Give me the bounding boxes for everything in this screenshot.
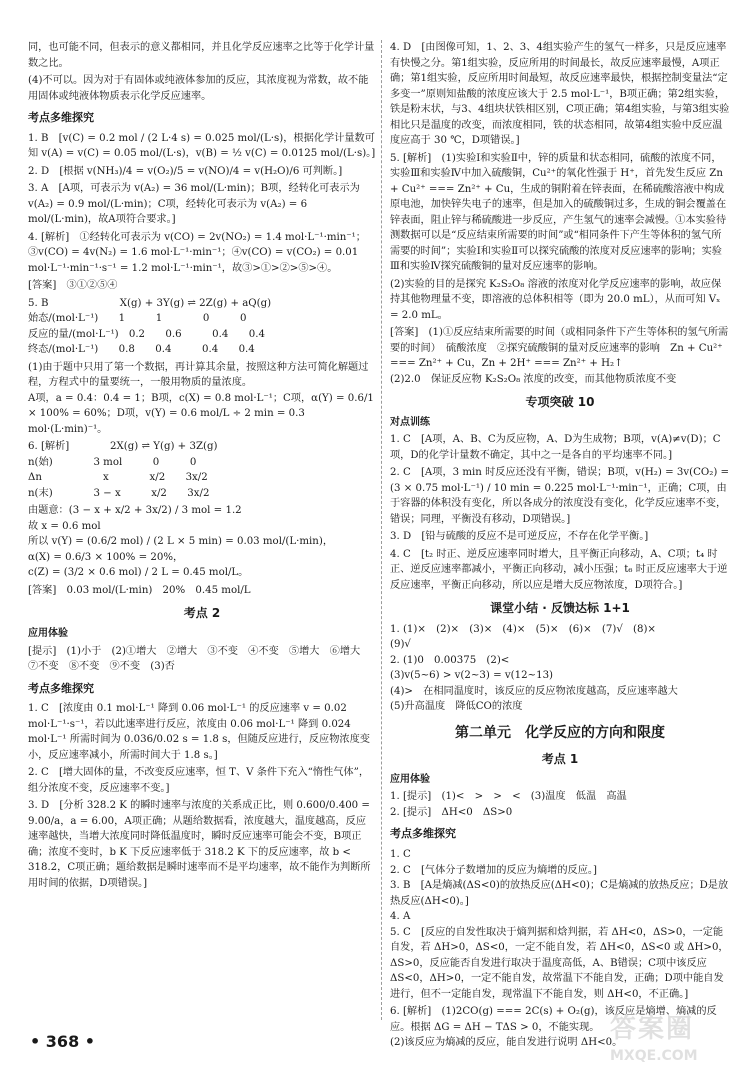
- text-paragraph: 4. C [t₂ 时正、逆反应速率同时增大，且平衡正向移动，A、C项；t₄ 时正、逆反应速率都减小，平衡正向移动，减小压强；t₆ 时正反应速率大于逆反应速率，平衡正向移动，所以应是增大反应物浓度，D项符合。]: [390, 548, 728, 591]
- text-paragraph: 1. B [v(C) = 0.2 mol / (2 L·4 s) = 0.025 mol/(L·s)，根据化学计量数可知 v(A) = v(C) = 0.05 mol/(L·s)，v(B) = ½ v(C) = 0.0125 mol/(L·s)。]: [28, 132, 376, 160]
- column-divider: [381, 40, 382, 1020]
- section-title: 课堂小结 · 反馈达标 1+1: [490, 601, 630, 616]
- left-column: [28, 40, 376, 893]
- text-paragraph: 1. C 2. C [气体分子数增加的反应为熵增的反应。] 3. B [A是熵减(ΔS<0)的放热反应(ΔH<0)；C是熵减的放热反应；D是放热反应(ΔH<0)。] 4. A 5. C [反应的自发性取决于熵判据和焓判据，若 ΔH<0，ΔS>0，一定能自发，若 ΔH>0，ΔS<0，一定不能自发，若 ΔH<0，ΔS<0 或 ΔH>0，ΔS>0，反应能否自发进行取决于温度高低，A、B错误；C项中该反应 ΔS<0，ΔH>0，一定不能自发，故常温下不能自发，正确；D项中能自发进行，但不一定能自发，现常温下不能自发，则 ΔH<0，不正确。]: [390, 849, 729, 1000]
- text-paragraph: 5. B X(g) + 3Y(g) ⇌ 2Z(g) + aQ(g) 始态/(mol·L⁻¹) 1 1 0 0 反应的量/(mol·L⁻¹) 0.2 0.6 0.4 0.4 终态/(mol·L⁻¹) 0.8 0.4 0.4 0.4: [28, 297, 272, 356]
- right-column: [390, 40, 733, 1053]
- page-number: • 368 •: [30, 1032, 95, 1051]
- watermark-logo: [610, 1010, 740, 1062]
- text-paragraph: 2. D [根据 v(NH₃)/4 = v(O₂)/5 = v(NO)/4 = v(H₂O)/6 可判断。]: [28, 165, 343, 177]
- text-paragraph: 3. D [铅与硫酸的反应不是可逆反应，不存在化学平衡。]: [390, 531, 649, 543]
- text-paragraph: 4. [解析] ①经转化可表示为 v(CO) = 2v(NO₂) = 1.4 mol·L⁻¹·min⁻¹；③v(CO) = 4v(N₂) = 1.6 mol·L⁻¹·min⁻¹；④v(CO) = v(CO₂) = 0.01 mol·L⁻¹·min⁻¹·s⁻¹ = 1.2 mol·L⁻¹·min⁻¹，故③>①>②>⑤>④。: [28, 231, 366, 274]
- section-title: 考点 2: [183, 606, 221, 621]
- text-paragraph: 3. A [A项，可表示为 v(A₂) = 36 mol/(L·min)；B项，经转化可表示为 v(A₂) = 0.9 mol/(L·min)；C项，经转化可表示为 v(A₂) = 6 mol/(L·min)，故A项符合要求。]: [28, 183, 364, 226]
- watermark-sub-text: MXQE.COM: [610, 1047, 698, 1064]
- section-title: 考点 1: [541, 751, 579, 766]
- text-paragraph: 2. C [A项，3 min 时反应还没有平衡，错误；B项，v(H₂) = 3v(CO₂) = (3 × 0.75 mol·L⁻¹) / 10 min = 0.225 mol·L⁻¹·min⁻¹，正确；C项，由于容器的体积没有变化，所以各成分的浓度没有变化，化学反应速率不变，错误；同理，平衡没有移动，D项错误。]: [390, 467, 733, 525]
- text-paragraph: (1)由于题中只用了第一个数据，再计算其余量，按照这种方法可简化解题过程，方程式中的量要统一，一般用物质的量浓度。 A项，a = 0.4：0.4 = 1；B项，c(X) = 0.8 mol·L⁻¹；C项，α(Y) = 0.6/1 × 100% = 60%；D项，v(Y) = 0.6 mol/L ÷ 2 min = 0.3 mol·(L·min)⁻¹。: [28, 361, 374, 435]
- section-heading: 考点多维探究: [28, 681, 94, 695]
- section-heading: 考点多维探究: [28, 111, 94, 124]
- text-paragraph: (2)实验的目的是探究 K₂S₂O₈ 溶液的浓度对化学反应速率的影响，故应保持其他物理量不变，即溶液的总体积相等（即为 20.0 mL），从而可知 Vₓ = 2.0 mL。: [390, 278, 724, 321]
- sub-heading: 应用体验: [390, 774, 430, 786]
- text-paragraph: 5. [解析] (1)实验Ⅰ和实验Ⅱ中，锌的质量和状态相同，硫酸的浓度不同，实验Ⅲ和实验Ⅳ中加入硫酸铜，Cu²⁺的氧化性强于 H⁺，首先发生反应 Zn + Cu²⁺ === Zn²⁺ + Cu，生成的铜附着在锌表面，在稀硫酸溶液中构成原电池，加快锌失电子的速率，但是加入的硫酸铜过多，生成的铜会覆盖在锌表面，阻止锌与稀硫酸进一步反应，产生氢气的速率会减慢。①本实验待测数据可以是“反应结束所需要的时间”或“相同条件下产生等体积的氢气所需要的时间”；实验Ⅰ和实验Ⅱ可以探究硫酸的浓度对反应速率的影响；实验Ⅲ和实验Ⅳ探究硫酸铜的量对反应速率的影响。: [390, 152, 727, 272]
- text-paragraph: [提示] (1)小于 (2)①增大 ②增大 ③不变 ④不变 ⑤增大 ⑥增大 ⑦不变 ⑧不变 ⑨不变 (3)否: [28, 645, 371, 673]
- text-paragraph: 2. C [增大固体的量，不改变反应速率，恒 T、V 条件下充入“惰性气体”，组分浓度不变，反应速率不变。]: [28, 767, 370, 794]
- text-paragraph: 同，也可能不同，但表示的意义都相同，并且化学反应速率之比等于化学计量数之比。: [28, 42, 375, 69]
- section-heading: 考点多维探究: [390, 827, 456, 841]
- text-paragraph: 1. C [A项，A、B、C为反应物，A、D为生成物；B项，v(A)≠v(D)；C项，D的化学计量数不确定，其中之一是各自的平均速率不同。]: [390, 434, 721, 461]
- section-title: 专项突破 10: [525, 395, 595, 409]
- text-paragraph: 6. [解析] (1)2CO(g) === 2C(s) + O₂(g)，该反应是熵增、熵减的反应。根据 ΔG = ΔH − TΔS > 0，不能实现。 (2)该反应为熵减的反应，能自发进行说明 ΔH<0。: [390, 1006, 717, 1049]
- text-paragraph: 4. D [由图像可知，1、2、3、4组实验产生的氢气一样多，只是反应速率有快慢之分。第1组实验，反应所用的时间最长，故反应速率最慢，A项正确；第1组实验，反应所用时间最短，故反应速率最快，根据控制变量法“定多变一”原则知盐酸的浓度应该大于 2.5 mol·L⁻¹，B项正确；第2组实验，铁是粉末状，与3、4组块状铁相区别，C项正确；第4组实验，与第3组实验相比只是温度的改变，而浓度相同，铁的状态相同，故第4组实验中反应温度应高于 30 ℃，D项错误。]: [390, 42, 730, 146]
- text-paragraph: 3. D [分析 328.2 K 的瞬时速率与浓度的关系成正比，则 0.600/0.400 = 9.00/a，a = 6.00，A项正确；从题给数据看，浓度越大，温度越高，反应速率越快，当增大浓度同时降低温度时，瞬时反应速率可能会不变，B项正确；浓度不变时，b K 下反应速率低于 318.2 K 下的反应速率，故 b < 318.2，C项正确；题给数据是瞬时速率而不是平均速率，故不能作为判断所用时间的依据，D项错误。]: [28, 800, 374, 889]
- text-paragraph: 1. (1)× (2)× (3)× (4)× (5)× (6)× (7)√ (8)× (9)√ 2. (1)0 0.00375 (2)< (3)v(5~6) > v(2~3) = v(12~13) (4)> 在相同温度时，该反应的反应物浓度越高，反应速率越大 (5)升高温度 降低CO的浓度: [390, 623, 678, 713]
- text-paragraph: 1. [提示] (1)< > > < (3)温度 低温 高温 2. [提示] ΔH<0 ΔS>0: [390, 791, 627, 818]
- sub-heading: 对点训练: [390, 417, 430, 429]
- watermark-main-text: 答案圈: [610, 1014, 695, 1044]
- text-paragraph: [答案] ③①②⑤④: [28, 280, 118, 292]
- text-paragraph: 由题意：(3 − x + x/2 + 3x/2) / 3 mol = 1.2 故 x = 0.6 mol 所以 v(Y) = (0.6/2 mol) / (2 L × 5 min) = 0.03 mol/(L·min)， α(X) = 0.6/3 × 100% = 20%， c(Z) = (3/2 × 0.6 mol) / 2 L = 0.45 mol/L。: [28, 505, 334, 579]
- sub-heading: 应用体验: [28, 628, 68, 640]
- text-paragraph: 1. C [浓度由 0.1 mol·L⁻¹ 降到 0.06 mol·L⁻¹ 的反应速率 v = 0.02 mol·L⁻¹·s⁻¹，若以此速率进行反应，浓度由 0.06 mol·L⁻¹ 降到 0.024 mol·L⁻¹ 所需时间为 0.036/0.02 s = 1.8 s，但随反应进行，反应物浓度变小，反应速率减小，所需时间大于 1.8 s。]: [28, 703, 370, 761]
- text-paragraph: [答案] 0.03 mol/(L·min) 20% 0.45 mol/L: [28, 584, 251, 596]
- text-paragraph: [答案] (1)①反应结束所需要的时间（或相同条件下产生等体积的氢气所需要的时间） 硫酸浓度 ②探究硫酸铜的量对反应速率的影响 Zn + Cu²⁺ === Zn²⁺ + Cu，Zn + 2H⁺ === Zn²⁺ + H₂↑ (2)2.0 保证反应物 K₂S₂O₈ 浓度的改变，而其他物质浓度不变: [390, 327, 729, 385]
- unit-title: 第二单元 化学反应的方向和限度: [455, 724, 665, 741]
- text-paragraph: (4)不可以。因为对于有固体或纯液体参加的反应，其浓度视为常数，故不能用固体或纯液体物质表示化学反应速率。: [28, 75, 369, 102]
- text-paragraph: 6. [解析] 2X(g) ⇌ Y(g) + 3Z(g) n(始) 3 mol 0 0 Δn x x/2 3x/2 n(末) 3 − x x/2 3x/2: [28, 441, 218, 499]
